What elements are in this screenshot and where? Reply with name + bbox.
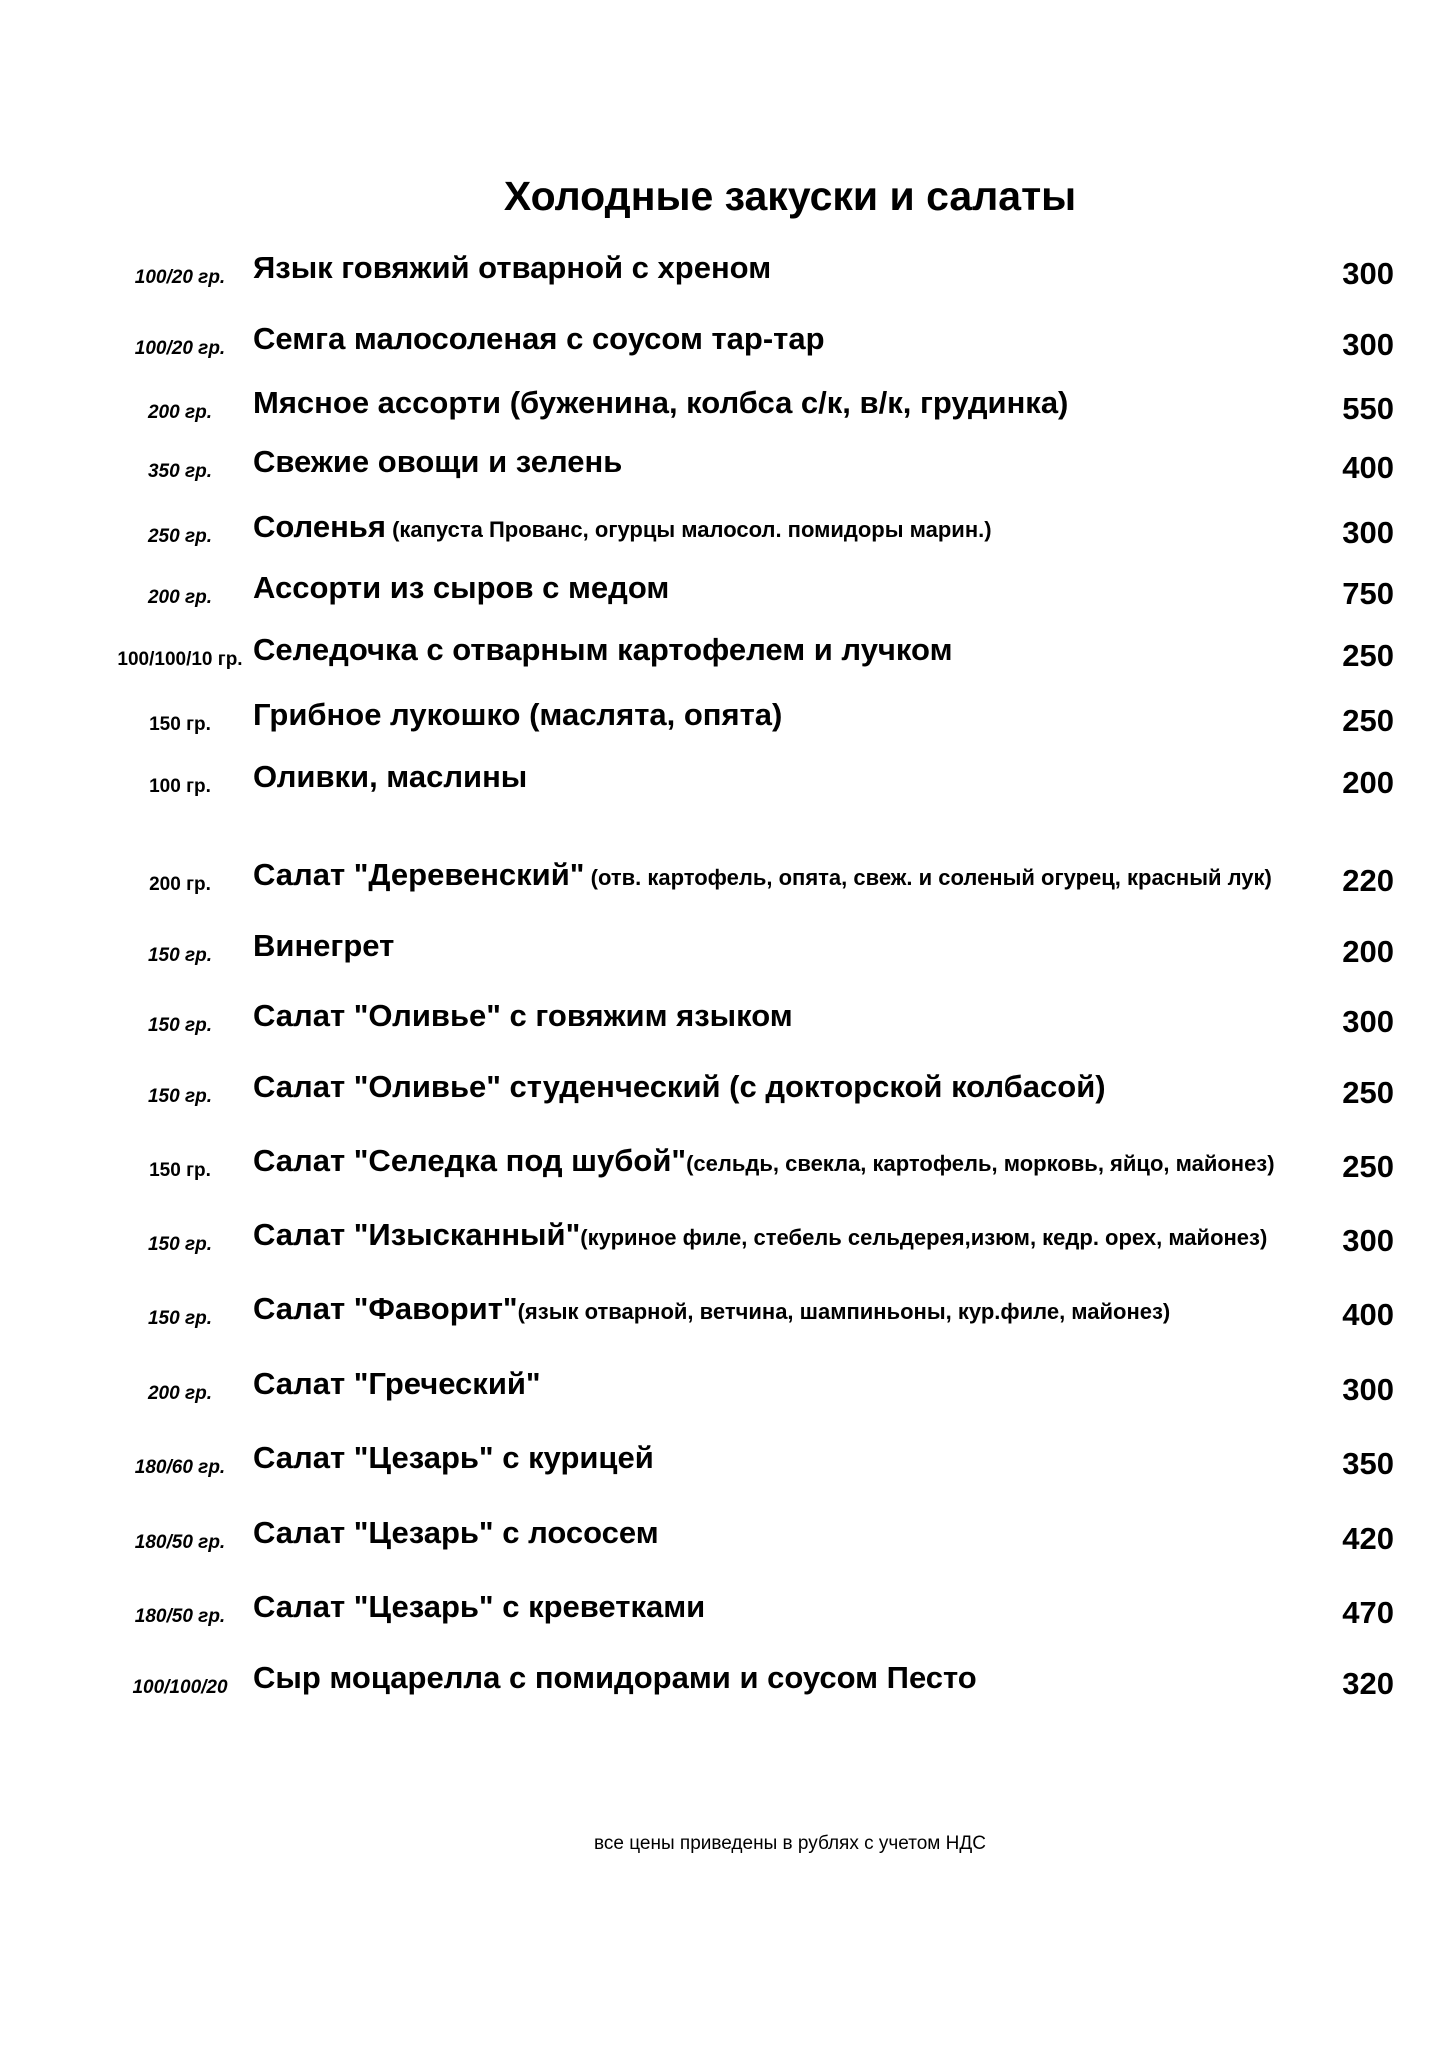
menu-item — [0, 387, 1448, 427]
item-name-line — [253, 759, 527, 801]
item-price: 300 — [1342, 515, 1394, 550]
item-description: (сельдь, свекла, картофель, морковь, яйцо, майонез) — [686, 1151, 1275, 1176]
item-weight: 100 гр. — [149, 776, 211, 797]
menu-item — [0, 1219, 1448, 1259]
item-price: 400 — [1342, 1297, 1394, 1332]
item-name: Салат "Цезарь" с лососем — [253, 1515, 659, 1550]
item-price: 220 — [1342, 863, 1394, 898]
menu-item — [0, 1591, 1448, 1631]
item-name-line — [253, 321, 825, 363]
item-name: Салат "Деревенский" — [253, 857, 585, 892]
item-weight: 200 гр. — [147, 402, 212, 423]
item-price: 200 — [1342, 765, 1394, 800]
item-name: Соленья — [253, 509, 386, 544]
item-weight: 150 гр. — [147, 1015, 212, 1036]
item-price: 470 — [1342, 1595, 1394, 1630]
item-price: 300 — [1342, 1223, 1394, 1258]
item-weight: 150 гр. — [147, 1234, 212, 1255]
item-weight: 180/50 гр. — [134, 1606, 226, 1627]
item-price: 250 — [1342, 1149, 1394, 1184]
item-name: Ассорти из сыров с медом — [253, 570, 670, 605]
item-description: (куриное филе, стебель сельдерея,изюм, кедр. орех, майонез) — [580, 1225, 1268, 1250]
item-name: Семга малосоленая с соусом тар-тар — [253, 321, 825, 356]
page-title: Холодные закуски и салаты — [503, 173, 1077, 219]
item-weight: 350 гр. — [147, 461, 212, 482]
item-price: 550 — [1342, 391, 1394, 426]
item-name-line — [253, 1069, 1106, 1111]
item-name-line — [253, 1217, 1267, 1259]
menu-item — [0, 930, 1448, 970]
item-description: (язык отварной, ветчина, шампиньоны, кур.филе, майонез) — [517, 1299, 1171, 1324]
menu-item — [0, 252, 1448, 292]
item-name-line — [253, 1660, 977, 1702]
item-name-line — [253, 1291, 1170, 1333]
item-price: 250 — [1342, 703, 1394, 738]
item-price: 320 — [1342, 1666, 1394, 1701]
item-description: (капуста Прованс, огурцы малосол. помидоры марин.) — [385, 517, 992, 542]
item-name-line — [253, 1143, 1275, 1185]
item-name: Салат "Селедка под шубой" — [253, 1143, 687, 1178]
menu-item — [0, 1000, 1448, 1040]
menu-item — [0, 323, 1448, 363]
item-price: 250 — [1342, 638, 1394, 673]
item-name-line — [253, 570, 669, 612]
item-name-line — [253, 697, 782, 739]
item-name: Салат "Греческий" — [253, 1366, 541, 1401]
menu-item — [0, 1293, 1448, 1333]
item-name-line — [253, 1589, 705, 1631]
item-price: 420 — [1342, 1521, 1394, 1556]
item-name-line — [253, 509, 992, 551]
item-weight: 150 гр. — [149, 714, 211, 735]
item-price: 300 — [1342, 1004, 1394, 1039]
item-name: Грибное лукошко (маслята, опята) — [253, 697, 783, 732]
item-weight: 150 гр. — [147, 945, 212, 966]
item-weight: 150 гр. — [147, 1086, 212, 1107]
item-name: Салат "Фаворит" — [253, 1291, 518, 1326]
item-price: 300 — [1342, 256, 1394, 291]
menu-item — [0, 1368, 1448, 1408]
item-name: Винегрет — [253, 928, 395, 963]
item-name-line — [253, 1366, 541, 1408]
menu-item — [0, 572, 1448, 612]
item-name-line — [253, 1515, 659, 1557]
item-name: Салат "Оливье" с говяжим языком — [253, 998, 793, 1033]
item-price: 750 — [1342, 576, 1394, 611]
item-name: Мясное ассорти (буженина, колбса с/к, в/к, грудинка) — [253, 385, 1069, 420]
item-weight: 200 гр. — [147, 1383, 212, 1404]
item-name-line — [253, 928, 394, 970]
item-description: (отв. картофель, опята, свеж. и соленый огурец, красный лук) — [584, 865, 1272, 890]
item-weight: 150 гр. — [147, 1308, 212, 1329]
item-name: Селедочка с отварным картофелем и лучком — [253, 632, 953, 667]
item-name-line — [253, 385, 1068, 427]
menu-item — [0, 634, 1448, 674]
item-name: Сыр моцарелла с помидорами и соусом Песто — [253, 1660, 977, 1695]
item-price: 200 — [1342, 934, 1394, 969]
menu-item — [0, 761, 1448, 801]
item-weight: 180/50 гр. — [134, 1532, 226, 1553]
item-name-line — [253, 998, 793, 1040]
item-weight: 200 гр. — [149, 874, 211, 895]
item-weight: 100/20 гр. — [134, 267, 226, 288]
item-name-line — [253, 1440, 654, 1482]
item-price: 350 — [1342, 1446, 1394, 1481]
item-name: Свежие овощи и зелень — [253, 444, 623, 479]
menu-item — [0, 1662, 1448, 1702]
menu-item — [0, 1517, 1448, 1557]
item-name: Язык говяжий отварной с хреном — [253, 250, 772, 285]
item-price: 400 — [1342, 450, 1394, 485]
price-footnote: все цены приведены в рублях с учетом НДС — [594, 1833, 986, 1854]
item-price: 300 — [1342, 1372, 1394, 1407]
menu-item — [0, 1071, 1448, 1111]
item-name-line — [253, 444, 622, 486]
item-weight: 100/100/20 — [132, 1677, 228, 1698]
item-weight: 100/20 гр. — [134, 338, 226, 359]
item-name: Салат "Оливье" студенческий (с докторской колбасой) — [253, 1069, 1106, 1104]
item-price: 300 — [1342, 327, 1394, 362]
menu-item — [0, 859, 1448, 899]
item-name: Салат "Изысканный" — [253, 1217, 581, 1252]
item-weight: 100/100/10 гр. — [117, 649, 243, 670]
menu-item — [0, 511, 1448, 551]
menu-item — [0, 699, 1448, 739]
item-weight: 180/60 гр. — [134, 1457, 226, 1478]
item-price: 250 — [1342, 1075, 1394, 1110]
item-name: Оливки, маслины — [253, 759, 528, 794]
item-name-line — [253, 250, 771, 292]
item-name-line — [253, 857, 1272, 899]
menu-item — [0, 1442, 1448, 1482]
item-name: Салат "Цезарь" с курицей — [253, 1440, 654, 1475]
item-name: Салат "Цезарь" с креветками — [253, 1589, 706, 1624]
menu-item — [0, 446, 1448, 486]
item-weight: 250 гр. — [147, 526, 212, 547]
item-weight: 150 гр. — [149, 1160, 211, 1181]
menu-item — [0, 1145, 1448, 1185]
item-name-line — [253, 632, 953, 674]
item-weight: 200 гр. — [147, 587, 212, 608]
